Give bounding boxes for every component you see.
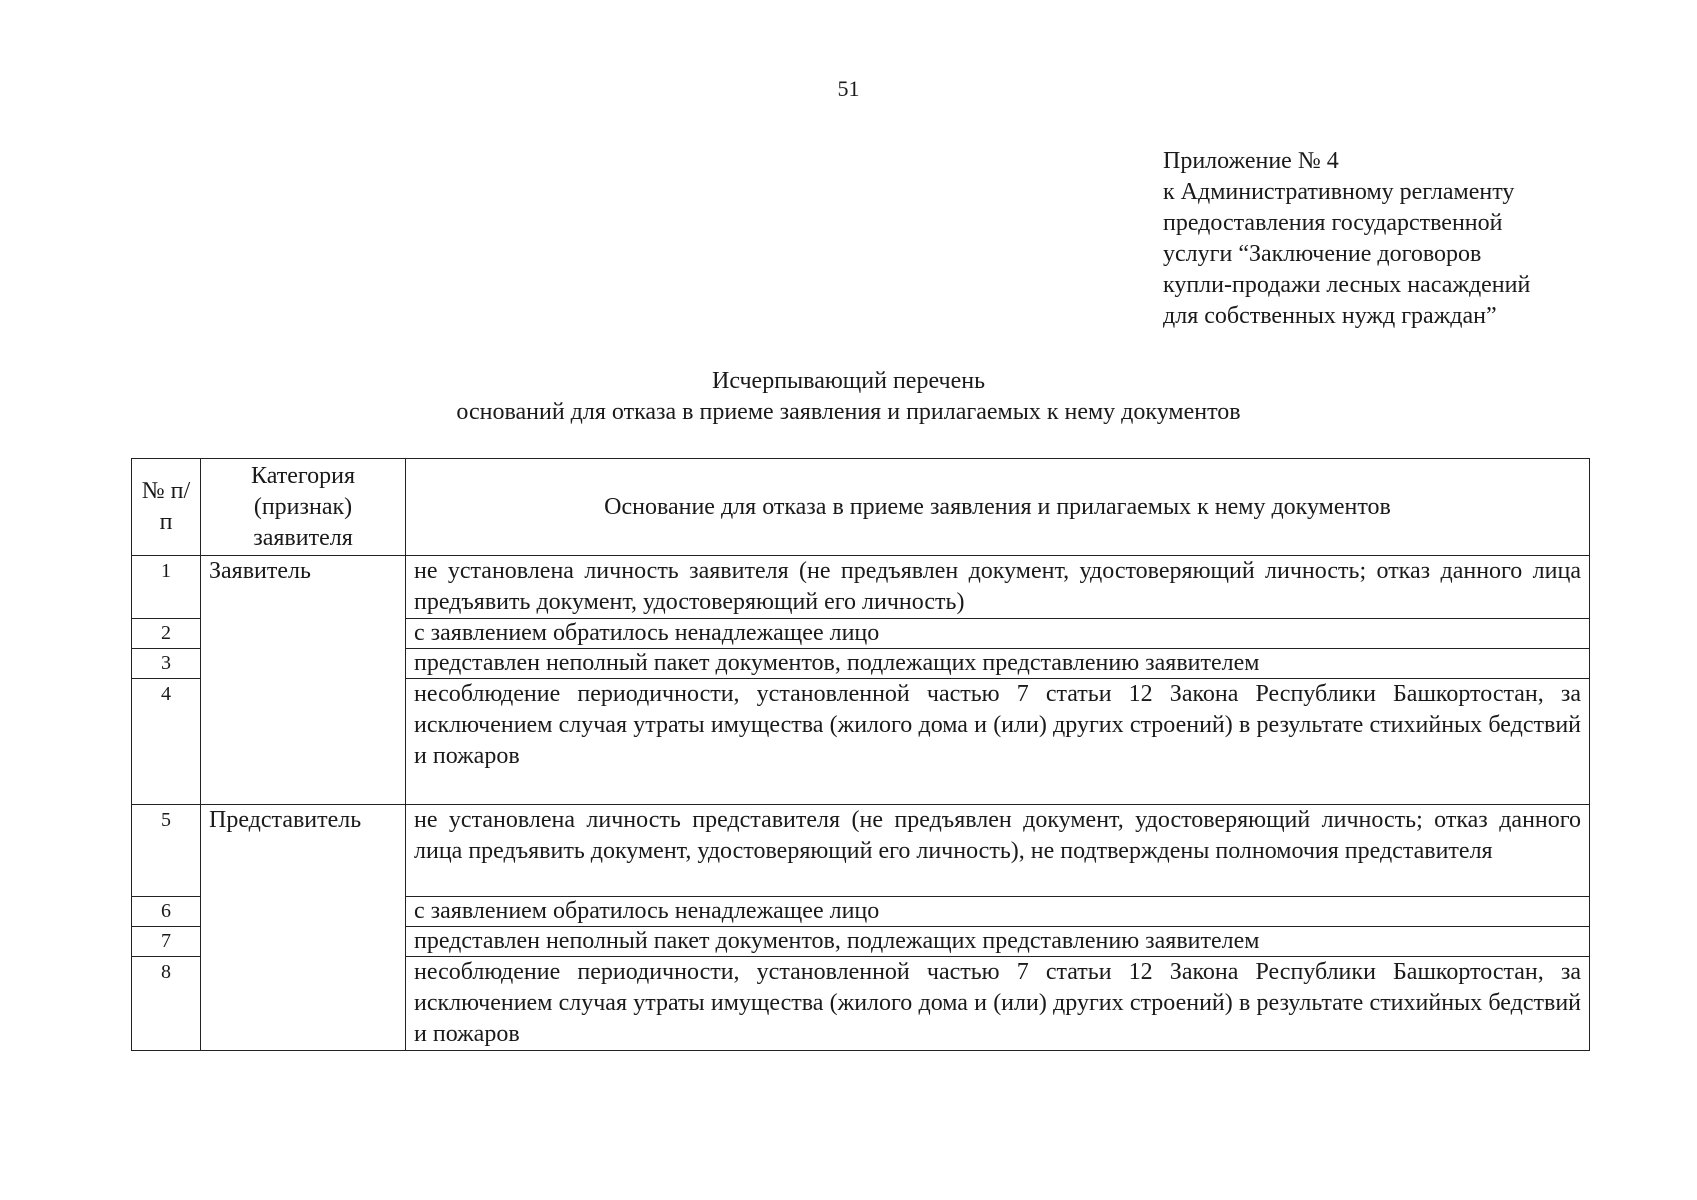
header-reason: Основание для отказа в приеме заявления и прилагаемых к нему документов [406, 459, 1590, 556]
header-category: Категория (признак) заявителя [201, 459, 406, 556]
reason-cell: не установлена личность представителя (не предъявлен документ, удостоверяющий личность; отказ данного лица предъявить документ, удостоверяющий его личность), не подтверждены полномочия представителя [406, 805, 1590, 897]
reason-cell: с заявлением обратилось ненадлежащее лицо [406, 619, 1590, 649]
reason-cell: не установлена личность заявителя (не предъявлен документ, удостоверяющий личность; отказ данного лица предъявить документ, удостоверяющий его личность) [406, 556, 1590, 619]
appendix-line: для собственных нужд граждан” [1163, 303, 1497, 329]
reason-cell: представлен неполный пакет документов, подлежащих представлению заявителем [406, 649, 1590, 679]
row-number: 8 [132, 957, 201, 1051]
appendix-line: услуги “Заключение договоров [1163, 241, 1482, 267]
document-title [0, 366, 1697, 428]
reason-cell: с заявлением обратилось ненадлежащее лицо [406, 897, 1590, 927]
title-line-2: оснований для отказа в приеме заявления и прилагаемых к нему документов [456, 399, 1241, 425]
table-row [132, 805, 1590, 897]
row-number: 3 [132, 649, 201, 679]
header-num: № п/п [132, 459, 201, 556]
category-cell: Заявитель [201, 556, 406, 805]
table-row [132, 556, 1590, 619]
reason-cell: несоблюдение периодичности, установленной частью 7 статьи 12 Закона Республики Башкортостан, за исключением случая утраты имущества (жилого дома и (или) других строений) в результате стихийных бедствий и пожаров [406, 957, 1590, 1051]
row-number: 5 [132, 805, 201, 897]
page-number: 51 [837, 76, 860, 101]
refusal-grounds-table [131, 458, 1590, 1051]
row-number: 2 [132, 619, 201, 649]
row-number: 7 [132, 927, 201, 957]
appendix-line: купли-продажи лесных насаждений [1163, 272, 1531, 298]
appendix-line: к Административному регламенту [1163, 179, 1515, 205]
appendix-line: Приложение № 4 [1163, 148, 1339, 174]
row-number: 6 [132, 897, 201, 927]
category-cell: Представитель [201, 805, 406, 1051]
reason-cell: несоблюдение периодичности, установленной частью 7 статьи 12 Закона Республики Башкортостан, за исключением случая утраты имущества (жилого дома и (или) других строений) в результате стихийных бедствий и пожаров [406, 679, 1590, 805]
appendix-line: предоставления государственной [1163, 210, 1503, 236]
row-number: 4 [132, 679, 201, 805]
table-header-row [132, 459, 1590, 556]
title-line-1: Исчерпывающий перечень [711, 368, 986, 394]
reason-cell: представлен неполный пакет документов, подлежащих представлению заявителем [406, 927, 1590, 957]
row-number: 1 [132, 556, 201, 619]
appendix-header [1163, 146, 1663, 332]
